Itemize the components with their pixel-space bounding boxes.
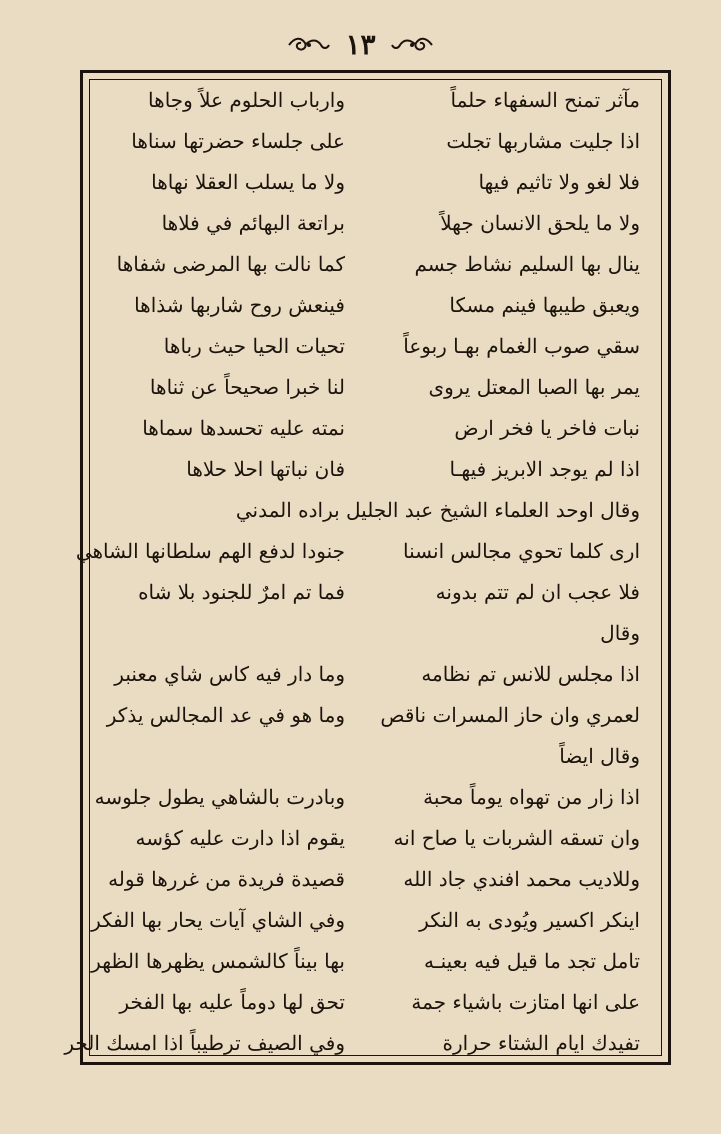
- hemistich-right: اينكر اكسير ويُودى به النكر: [419, 908, 640, 932]
- couplet: [95, 818, 640, 858]
- couplet: [95, 572, 640, 612]
- hemistich-left: جنودا لدفع الهم سلطانها الشاهي: [75, 539, 345, 563]
- hemistich-right: اذا جليت مشاربها تجلت: [446, 129, 640, 153]
- hemistich-right: وان تسقه الشربات يا صاح انه: [393, 826, 640, 850]
- hemistich-left: وفي الشاي آيات يحار بها الفكر: [91, 908, 345, 932]
- couplet: [95, 367, 640, 407]
- hemistich-left: وما هو في عد المجالس يذكر: [106, 703, 345, 727]
- couplet: [95, 285, 640, 325]
- couplet: [95, 80, 640, 120]
- hemistich-left: وارباب الحلوم علاً وجاها: [148, 88, 345, 112]
- hemistich-right: اذا زار من تهواه يوماً محبة: [423, 785, 640, 809]
- couplet: [91, 900, 640, 940]
- hemistich-left: ولا ما يسلب العقلا نهاها: [151, 170, 345, 194]
- couplet: [95, 203, 640, 243]
- hemistich-left: براتعة البهائم في فلاها: [161, 211, 345, 235]
- couplet: [75, 531, 640, 571]
- couplet: [95, 121, 640, 161]
- couplet: [95, 695, 640, 735]
- hemistich-right: فلا لغو ولا تاثيم فيها: [478, 170, 640, 194]
- couplet: [95, 982, 640, 1022]
- couplet: [95, 777, 640, 817]
- hemistich-right: يمر بها الصبا المعتل يروى: [428, 375, 640, 399]
- section-heading: وقال: [600, 621, 640, 645]
- hemistich-left: يقوم اذا دارت عليه كؤسه: [135, 826, 345, 850]
- hemistich-right: ويعبق طيبها فينم مسكا: [449, 293, 640, 317]
- hemistich-left: لنا خبرا صحيحاً عن ثناها: [149, 375, 345, 399]
- page-number: ١٣: [345, 28, 376, 61]
- section-heading: وقال اوحد العلماء الشيخ عبد الجليل براده المدني: [235, 498, 640, 522]
- hemistich-left: فينعش روح شاربها شذاها: [134, 293, 345, 317]
- hemistich-right: ولا ما يلحق الانسان جهلاً: [440, 211, 640, 235]
- hemistich-left: تحق لها دوماً عليه بها الفخر: [119, 990, 345, 1014]
- hemistich-left: وبادرت بالشاهي يطول جلوسه: [94, 785, 345, 809]
- couplet: [91, 941, 640, 981]
- hemistich-left: كما نالت بها المرضى شفاها: [116, 252, 345, 276]
- couplet: [95, 162, 640, 202]
- hemistich-left: على جلساء حضرتها سناها: [131, 129, 345, 153]
- hemistich-left: فان نباتها احلا حلاها: [186, 457, 345, 481]
- hemistich-right: فلا عجب ان لم تتم بدونه: [435, 580, 640, 604]
- hemistich-right: اذا لم يوجد الابريز فيهـا: [449, 457, 640, 481]
- couplet: [95, 449, 640, 489]
- hemistich-right: اذا مجلس للانس تم نظامه: [421, 662, 640, 686]
- hemistich-right: ينال بها السليم نشاط جسم: [414, 252, 640, 276]
- couplet: [95, 654, 640, 694]
- hemistich-left: نمته عليه تحسدها سماها: [142, 416, 345, 440]
- page-header: [0, 28, 721, 61]
- hemistich-left: فما تم امرٌ للجنود بلا شاه: [138, 580, 345, 604]
- section-heading-pair: [95, 859, 640, 899]
- hemistich-right: تفيدك ايام الشتاء حرارة: [442, 1031, 640, 1055]
- couplet: [95, 244, 640, 284]
- hemistich-right: لعمري وان حاز المسرات ناقص: [380, 703, 640, 727]
- hemistich-right: نبات فاخر يا فخر ارض: [454, 416, 640, 440]
- couplet: [95, 326, 640, 366]
- hemistich-left: وفي الصيف ترطيباً اذا امسك الحر: [64, 1031, 345, 1055]
- couplet: [95, 408, 640, 448]
- left-ornament-icon: [287, 35, 331, 55]
- heading-author: وللاديب محمد افندي جاد الله: [403, 867, 640, 891]
- hemistich-left: وما دار فيه كاس شاي معنبر: [114, 662, 345, 686]
- hemistich-right: ارى كلما تحوي مجالس انسنا: [403, 539, 640, 563]
- section-heading: وقال ايضاً: [559, 744, 640, 768]
- hemistich-right: على انها امتازت باشياء جمة: [411, 990, 640, 1014]
- hemistich-right: سقي صوب الغمام بهـا ربوعاً: [403, 334, 640, 358]
- heading-intro: قصيدة فريدة من غررها قوله: [108, 867, 345, 891]
- hemistich-right: مآثر تمنح السفهاء حلماً: [450, 88, 640, 112]
- hemistich-right: تامل تجد ما قيل فيه بعينـه: [423, 949, 640, 973]
- right-ornament-icon: [390, 35, 434, 55]
- couplet: [64, 1023, 640, 1063]
- hemistich-left: تحيات الحيا حيث رباها: [163, 334, 345, 358]
- hemistich-left: بها بيناً كالشمس يظهرها الظهر: [91, 949, 345, 973]
